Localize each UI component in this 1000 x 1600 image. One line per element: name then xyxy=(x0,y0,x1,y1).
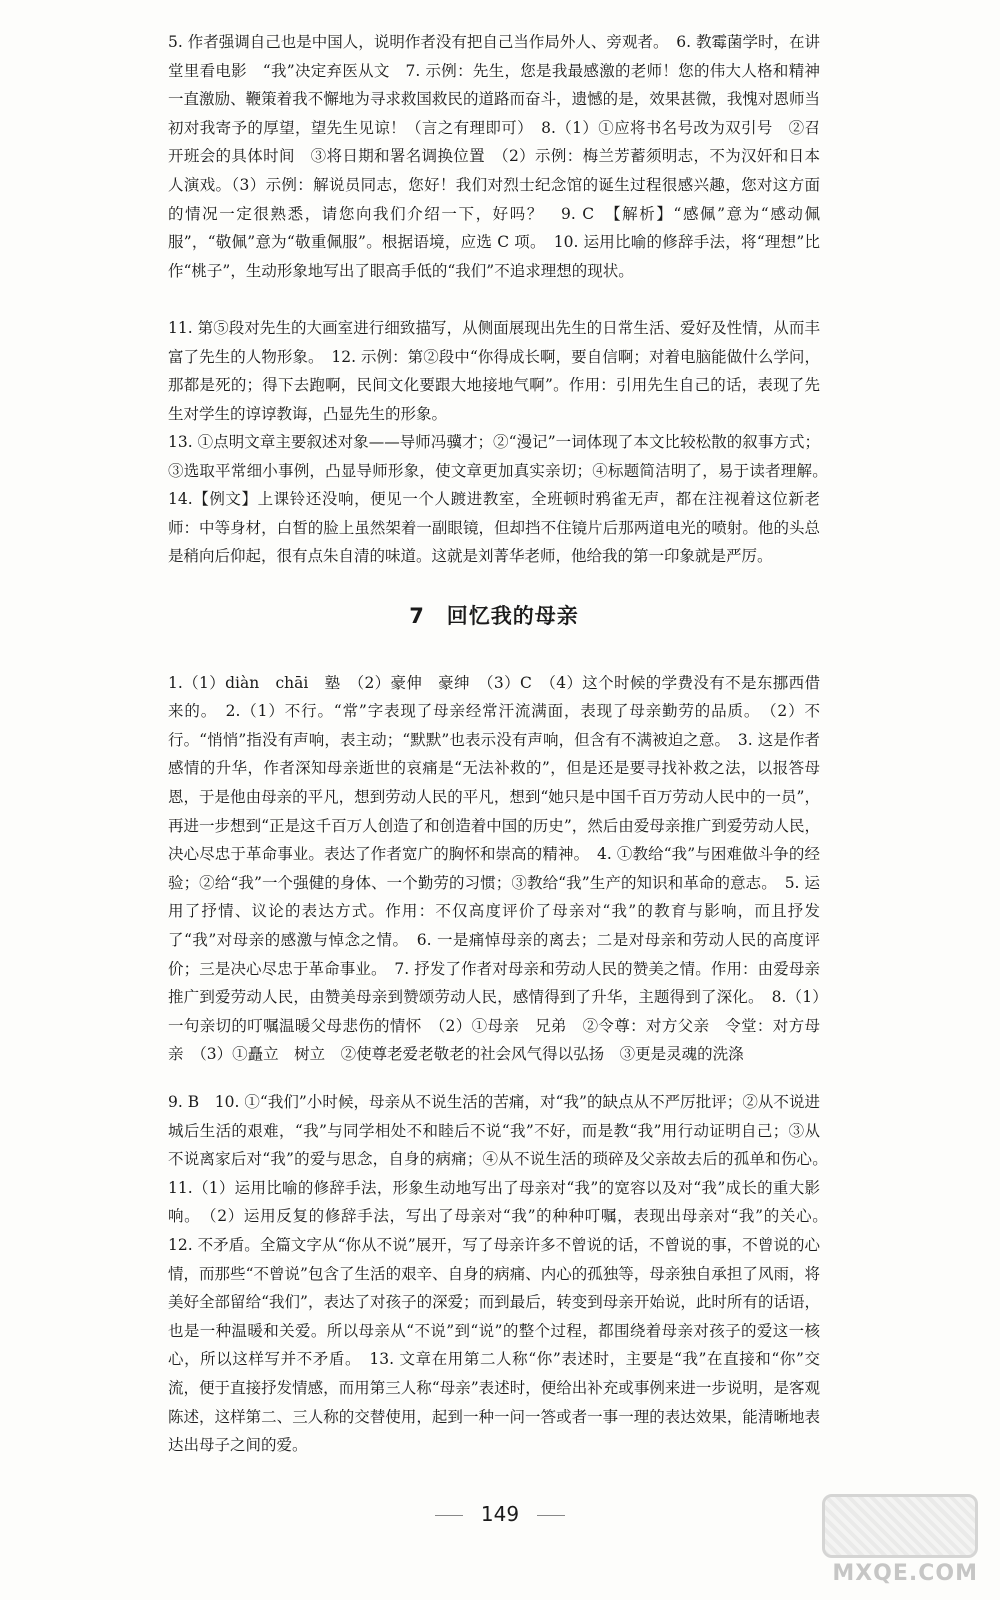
watermark-logo xyxy=(818,1494,978,1586)
watermark-text: MXQE.COM xyxy=(832,1561,978,1586)
answer-block-3: 13. ①点明文章主要叙述对象——导师冯骥才；②“漫记”一词体现了本文比较松散的叙事方式；③选取平常细小事例，凸显导师形象，使文章更加真实亲切；④标题简洁明了，易于读者理解。 14.【例文】上课铃还没响，便见一个人踱进教室，全班顿时鸦雀无声，都在注视着这位新老师：中等身材，白皙的脸上虽然架着一副眼镜，但却挡不住镜片后那两道电光的喷射。他的头总是稍向后仰起，很有点朱自清的味道。这就是刘菁华老师，他给我的第一印象就是严厉。 xyxy=(168,433,836,566)
answer-block-1: 5. 作者强调自己也是中国人，说明作者没有把自己当作局外人、旁观者。 6. 教霉菌学时，在讲堂里看电影 “我”决定弃医从文 7. 示例：先生，您是我最感激的老师！您的伟大人格和精神一直激励、鞭策着我不懈地为寻求救国救民的道路而奋斗，遗憾的是，效果甚微，我愧对恩师当初对我寄予的厚望，望先生见谅！（言之有理即可） 8.（1）①应将书名号改为双引号 ②召开班会的具体时间 ③将日期和署名调换位置 （2）示例：梅兰芳蓄须明志，不为汉奸和日本人演戏。（3）示例：解说员同志，您好！我们对烈士纪念馆的诞生过程很感兴趣，您对这方面的情况一定很熟悉，请您向我们介绍一下，好吗？ 9. C 【解析】“感佩”意为“感动佩服”，“敬佩”意为“敬重佩服”。根据语境，应选 C 项。 10. 运用比喻的修辞手法，将“理想”比作“桃子”，生动形象地写出了眼高手低的“我们”不追求理想的现状。 xyxy=(168,33,820,280)
answer-block-4-text: 1.（1）diàn chāi 塾 （2）豪伸 豪绅 （3）C （4）这个时候的学费没有不是东挪西借来的。 2.（1）不行。“常”字表现了母亲经常汗流满面，表现了母亲勤劳的品质。 （2）不行。“悄悄”指没有声响，表主动；“默默”也表示没有声响，但含有不满被迫之意。 3. 这是作者感情的升华，作者深知母亲逝世的哀痛是“无法补救的”，但是还是要寻找补救之法，以报答母恩，于是他由母亲的平凡，想到劳动人民的平凡，想到“她只是中国千百万劳动人民中的一员”，再进一步想到“正是这千百万人创造了和创造着中国的历史”，然后由爱母亲推广到爱劳动人民，决心尽忠于革命事业。表达了作者宽广的胸怀和崇高的精神。 4. ①教给“我”与困难做斗争的经验；②给“我”一个强健的身体、一个勤劳的习惯；③教给“我”生产的知识和革命的意志。 5. 运用了抒情、议论的表达方式。作用：不仅高度评价了母亲对“我”的教育与影响，而且抒发了“我”对母亲的感激与悼念之情。 6. 一是痛悼母亲的离去；二是对母亲和劳动人民的高度评价；三是决心尽忠于革命事业。 7. 抒发了作者对母亲和劳动人民的赞美之情。作用：由爱母亲推广到爱劳动人民，由赞美母亲到赞颂劳动人民，感情得到了升华，主题得到了深化。 8.（1）一句亲切的叮嘱温暖父母悲伤的情怀 （2）①母亲 兄弟 ②令尊：对方父亲 令堂：对方母亲 （3）①矗立 树立 ②使尊老爱老敬老的社会风气得以弘扬 ③更是灵魂的洗涤 xyxy=(168,673,820,1064)
answer-block-4 xyxy=(168,640,820,1069)
answer-block-5: 9. B 10. ①“我们”小时候，母亲从不说生活的苦痛，对“我”的缺点从不严厉批评；②从不说进城后生活的艰难，“我”与同学相处不和睦后不说“我”不好，而是教“我”用行动证明自己；③从不说离家后对“我”的爱与思念，自身的病痛；④从不说生活的琐碎及父亲故去后的孤单和伤心。 11.（1）运用比喻的修辞手法，形象生动地写出了母亲对“我”的宽容以及对“我”成长的重大影响。 （2）运用反复的修辞手法，写出了母亲对“我”的种种叮嘱，表现出母亲对“我”的关心。 12. 不矛盾。全篇文字从“你从不说”展开，写了母亲许多不曾说的话，不曾说的事，不曾说的心情，而那些“不曾说”包含了生活的艰辛、自身的病痛、内心的孤独等，母亲独自承担了风雨，将美好全部留给“我们”，表达了对孩子的深爱；而到最后，转变到母亲开始说，此时所有的话语，也是一种温暖和关爱。所以母亲从“不说”到“说”的整个过程，都围绕着母亲对孩子的爱这一核心，所以这样写并不矛盾。 13. 文章在用第二人称“你”表述时，主要是“我”在直接和“你”交流，便于直接抒发情感，而用第三人称“母亲”表述时，便给出补充或事例来进一步说明，是客观陈述，这样第二、三人称的交替使用，起到一种一问一答或者一事一理的表达效果，能清晰地表达出母子之间的爱。 xyxy=(168,1093,836,1455)
page-number: 149 xyxy=(0,1502,1000,1526)
watermark-icon xyxy=(822,1494,978,1558)
section-title: 7 回忆我的母亲 xyxy=(409,604,579,628)
answer-block-2: 11. 第⑤段对先生的大画室进行细致描写，从侧面展现出先生的日常生活、爱好及性情，从而丰富了先生的人物形象。 12. 示例：第②段中“你得成长啊，要自信啊；对着电脑能做什么学问，那都是死的；得下去跑啊，民间文化要跟大地接地气啊”。作用：引用先生自己的话，表现了先生对学生的谆谆教诲，凸显先生的形象。 xyxy=(168,319,820,423)
